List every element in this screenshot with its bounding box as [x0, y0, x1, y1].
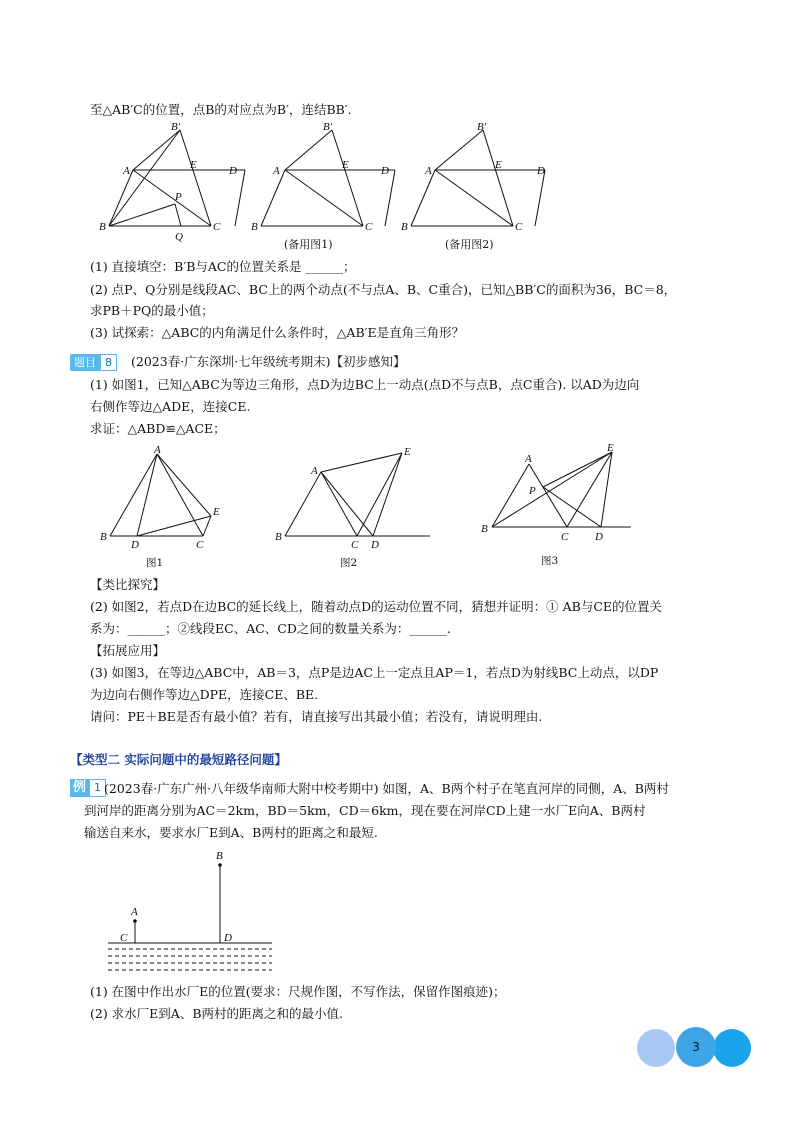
ex1-part1: (1) 在图中作出水厂E的位置(要求：尺规作图，不写作法，保留作图痕迹)； — [90, 984, 506, 999]
svg-text:E: E — [495, 159, 502, 171]
q8-extend-title: 【拓展应用】 — [90, 643, 166, 658]
svg-text:A: A — [273, 165, 280, 177]
q8-part2a: (2) 如图2，若点D在边BC的延长线上，随着动点D的运动位置不同，猜想并证明：① AB与CE的位置关 — [90, 599, 663, 614]
svg-text:A: A — [154, 444, 161, 456]
svg-text:P: P — [175, 191, 182, 203]
ex1-tag-label: 例 — [70, 779, 89, 797]
svg-text:C: C — [561, 531, 569, 543]
q8-tag-label: 题目 — [70, 354, 100, 371]
svg-text:C: C — [196, 539, 204, 551]
svg-text:E: E — [190, 159, 197, 171]
svg-text:B′: B′ — [323, 121, 333, 133]
caption-fig2: 图2 — [340, 557, 358, 569]
svg-text:D: D — [131, 539, 139, 551]
svg-text:E: E — [607, 442, 614, 454]
svg-text:C: C — [120, 932, 128, 944]
section-2-title: 【类型二 实际问题中的最短路径问题】 — [70, 752, 287, 767]
svg-text:E: E — [342, 159, 349, 171]
caption-backup-1: (备用图1) — [284, 238, 333, 251]
figure-row-2 — [95, 440, 640, 553]
page-decor-circle-2 — [713, 1029, 751, 1067]
q7-part1: (1) 直接填空：B′B与AC的位置关系是 ______； — [90, 259, 356, 274]
page-number: 3 — [676, 1027, 716, 1067]
svg-text:A: A — [525, 453, 532, 465]
svg-text:A: A — [425, 165, 432, 177]
figure-backup-1 — [261, 130, 395, 226]
svg-text:D: D — [537, 165, 545, 177]
svg-text:B: B — [216, 850, 223, 862]
ex1-line2: 到河岸的距离分别为AC＝2km，BD＝5km，CD＝6km，现在要在河岸CD上建一水厂E向A、B两村 — [84, 803, 646, 818]
svg-text:B: B — [481, 523, 488, 535]
q8-source: (2023春·广东深圳·七年级统考期末)【初步感知】 — [131, 354, 406, 369]
figure-3 — [492, 452, 631, 527]
q8-tag — [70, 353, 117, 371]
q7-part3: (3) 试探索：△ABC的内角满足什么条件时，△AB′E是直角三角形？ — [90, 325, 465, 340]
caption-fig1: 图1 — [146, 557, 164, 569]
ex1-line1: (2023春·广东广州·八年级华南师大附中校考期中) 如图，A、B两个村子在笔直河岸的同侧，A、B两村 — [104, 781, 669, 796]
svg-text:C: C — [515, 221, 523, 233]
svg-text:D: D — [371, 539, 379, 551]
q8-part3b: 为边向右侧作等边△DPE，连接CE、BE. — [90, 687, 319, 702]
svg-text:Q: Q — [175, 231, 183, 243]
svg-text:D: D — [224, 932, 232, 944]
svg-text:A: A — [123, 165, 130, 177]
q8-part3c: 请问：PE＋BE是否有最小值？若有，请直接写出其最小值；若没有，请说明理由. — [90, 709, 543, 724]
svg-text:B: B — [100, 531, 107, 543]
figure-2 — [285, 453, 430, 536]
svg-text:C: C — [351, 539, 359, 551]
q8-part1b: 右侧作等边△ADE，连接CE. — [90, 399, 251, 414]
svg-text:B: B — [275, 531, 282, 543]
caption-fig3: 图3 — [541, 555, 559, 567]
ex1-line3: 输送自来水，要求水厂E到A、B两村的距离之和最短. — [84, 825, 378, 840]
caption-backup-2: (备用图2) — [445, 238, 494, 251]
q8-part1a: (1) 如图1，已知△ABC为等边三角形，点D为边BC上一动点(点D不与点B，点C重合). 以AD为边向 — [90, 377, 640, 392]
figure-1 — [110, 454, 211, 536]
q7-part2a: (2) 点P、Q分别是线段AC、BC上的两个动点(不与点A、B、C重合)，已知△BB′C的面积为36，BC＝8， — [90, 282, 677, 297]
q8-part2b: 系为：______；②线段EC、AC、CD之间的数量关系为：______. — [90, 621, 451, 636]
svg-text:D: D — [381, 165, 389, 177]
svg-text:E: E — [213, 506, 220, 518]
ex1-tag — [70, 779, 106, 797]
svg-text:A: A — [311, 465, 318, 477]
label-Bp: B′ — [171, 121, 181, 133]
intro-text: 至△AB′C的位置，点B的对应点为B′，连结BB′. — [90, 102, 352, 117]
q8-prove: 求证：△ABD≌△ACE； — [90, 421, 226, 436]
svg-text:D: D — [229, 165, 237, 177]
svg-text:C: C — [213, 221, 221, 233]
q8-number: 8 — [100, 354, 117, 371]
figure-row-1 — [95, 118, 575, 261]
ex1-part2: (2) 求水厂E到A、B两村的距离之和的最小值. — [90, 1006, 343, 1021]
page-decor-circle-1 — [637, 1029, 675, 1067]
svg-text:P: P — [529, 485, 536, 497]
figure-river — [100, 845, 290, 988]
svg-text:E: E — [404, 446, 411, 458]
svg-text:B: B — [251, 221, 258, 233]
figure-main — [109, 130, 245, 226]
ex1-number: 1 — [89, 779, 106, 797]
svg-text:B: B — [401, 221, 408, 233]
svg-text:C: C — [365, 221, 373, 233]
svg-text:B′: B′ — [477, 121, 487, 133]
q7-part2b: 求PB＋PQ的最小值； — [90, 303, 214, 318]
svg-text:B: B — [99, 221, 106, 233]
q8-part3a: (3) 如图3，在等边△ABC中，AB＝3，点P是边AC上一定点且AP＝1，若点D为射线BC上动点，以DP — [90, 665, 659, 680]
figure-backup-2 — [411, 130, 545, 226]
svg-text:A: A — [131, 906, 138, 918]
q8-analogy-title: 【类比探究】 — [90, 577, 166, 592]
svg-text:D: D — [595, 531, 603, 543]
